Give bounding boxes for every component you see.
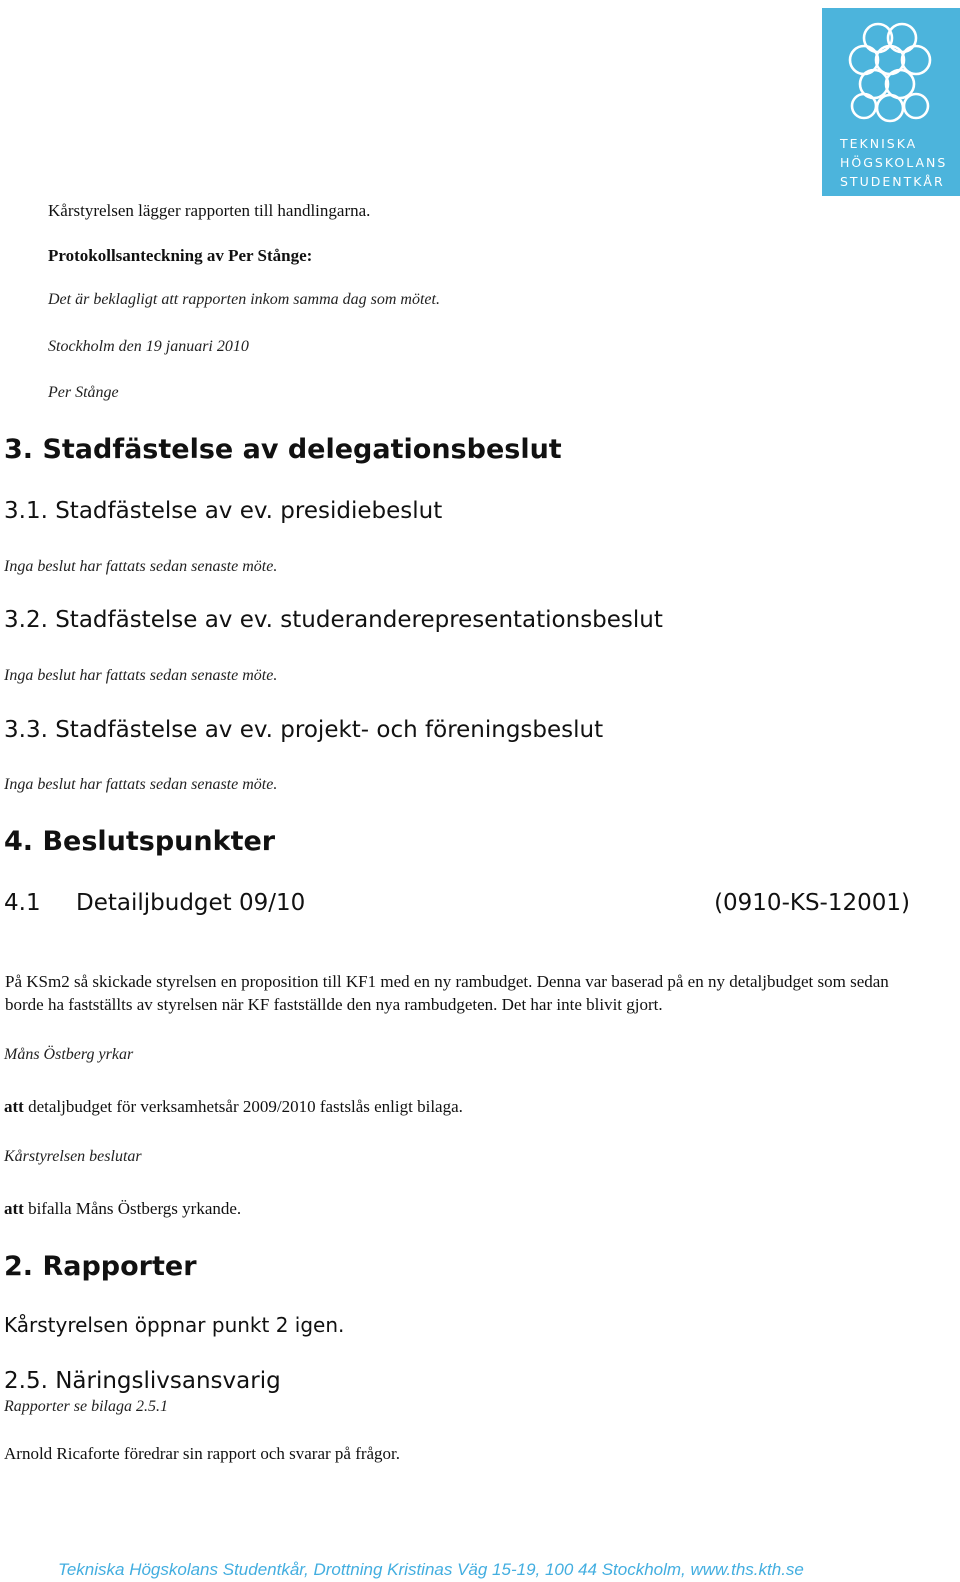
logo-line-2: HÖGSKOLANS <box>840 155 948 170</box>
item-4-1-title: Detailjbudget 09/10 <box>76 890 306 916</box>
logo-line-3: STUDENTKÅR <box>840 174 945 189</box>
section-2-heading: 2. Rapporter <box>4 1251 197 1282</box>
item-4-1-number: 4.1 <box>4 890 41 916</box>
section-4-heading: 4. Beslutspunkter <box>4 826 276 857</box>
page-footer: Tekniska Högskolans Studentkår, Drottning Kristinas Väg 15-19, 100 44 Stockholm, www.ths.kth.se <box>58 1560 804 1579</box>
note-heading: Protokollsanteckning av Per Stånge: <box>48 246 313 265</box>
logo-wordmark <box>840 134 947 191</box>
item-4-1-paragraph: På KSm2 så skickade styrelsen en proposition till KF1 med en ny rambudget. Denna var baserad på en ny detaljbudget som sedan borde ha fastställts av styrelsen när KF fastställde den nya rambudgeten. Det har inte blivit gjort. <box>5 972 889 1014</box>
item-4-1-code: (0910-KS-12001) <box>714 890 910 916</box>
section-2-5-text: Arnold Ricaforte föredrar sin rapport och svarar på frågor. <box>4 1444 401 1463</box>
logo-line-1: TEKNISKA <box>840 136 918 151</box>
note-signature: Per Stånge <box>48 384 119 401</box>
section-3-1-heading: 3.1. Stadfästelse av ev. presidiebeslut <box>4 498 443 524</box>
section-3-3-text: Inga beslut har fattats sedan senaste möte. <box>4 776 278 793</box>
motion-text: detaljbudget för verksamhetsår 2009/2010 fastslås enligt bilaga. <box>23 1097 463 1116</box>
decision-att: att <box>4 1199 24 1218</box>
note-place-date: Stockholm den 19 januari 2010 <box>48 338 249 355</box>
section-2-text: Kårstyrelsen öppnar punkt 2 igen. <box>4 1313 345 1337</box>
intro-statement: Kårstyrelsen lägger rapporten till handlingarna. <box>48 201 371 220</box>
section-3-3-heading: 3.3. Stadfästelse av ev. projekt- och föreningsbeslut <box>4 717 604 743</box>
section-3-heading: 3. Stadfästelse av delegationsbeslut <box>4 434 562 465</box>
section-3-2-heading: 3.2. Stadfästelse av ev. studeranderepresentationsbeslut <box>4 607 663 633</box>
section-3-2-text: Inga beslut har fattats sedan senaste möte. <box>4 667 278 684</box>
note-text: Det är beklagligt att rapporten inkom samma dag som mötet. <box>48 291 440 308</box>
section-3-1-text: Inga beslut har fattats sedan senaste möte. <box>4 558 278 575</box>
decision-text: bifalla Måns Östbergs yrkande. <box>23 1199 242 1218</box>
decision-label: Kårstyrelsen beslutar <box>4 1148 142 1165</box>
rings-emblem-icon <box>836 18 946 130</box>
decision-line <box>4 1199 241 1219</box>
motion-proposer: Måns Östberg yrkar <box>4 1046 134 1063</box>
section-2-5-ref: Rapporter se bilaga 2.5.1 <box>4 1398 168 1415</box>
motion-att: att <box>4 1097 24 1116</box>
ths-logo <box>822 8 960 196</box>
motion-line <box>4 1097 463 1117</box>
section-2-5-heading: 2.5. Näringslivsansvarig <box>4 1368 281 1394</box>
